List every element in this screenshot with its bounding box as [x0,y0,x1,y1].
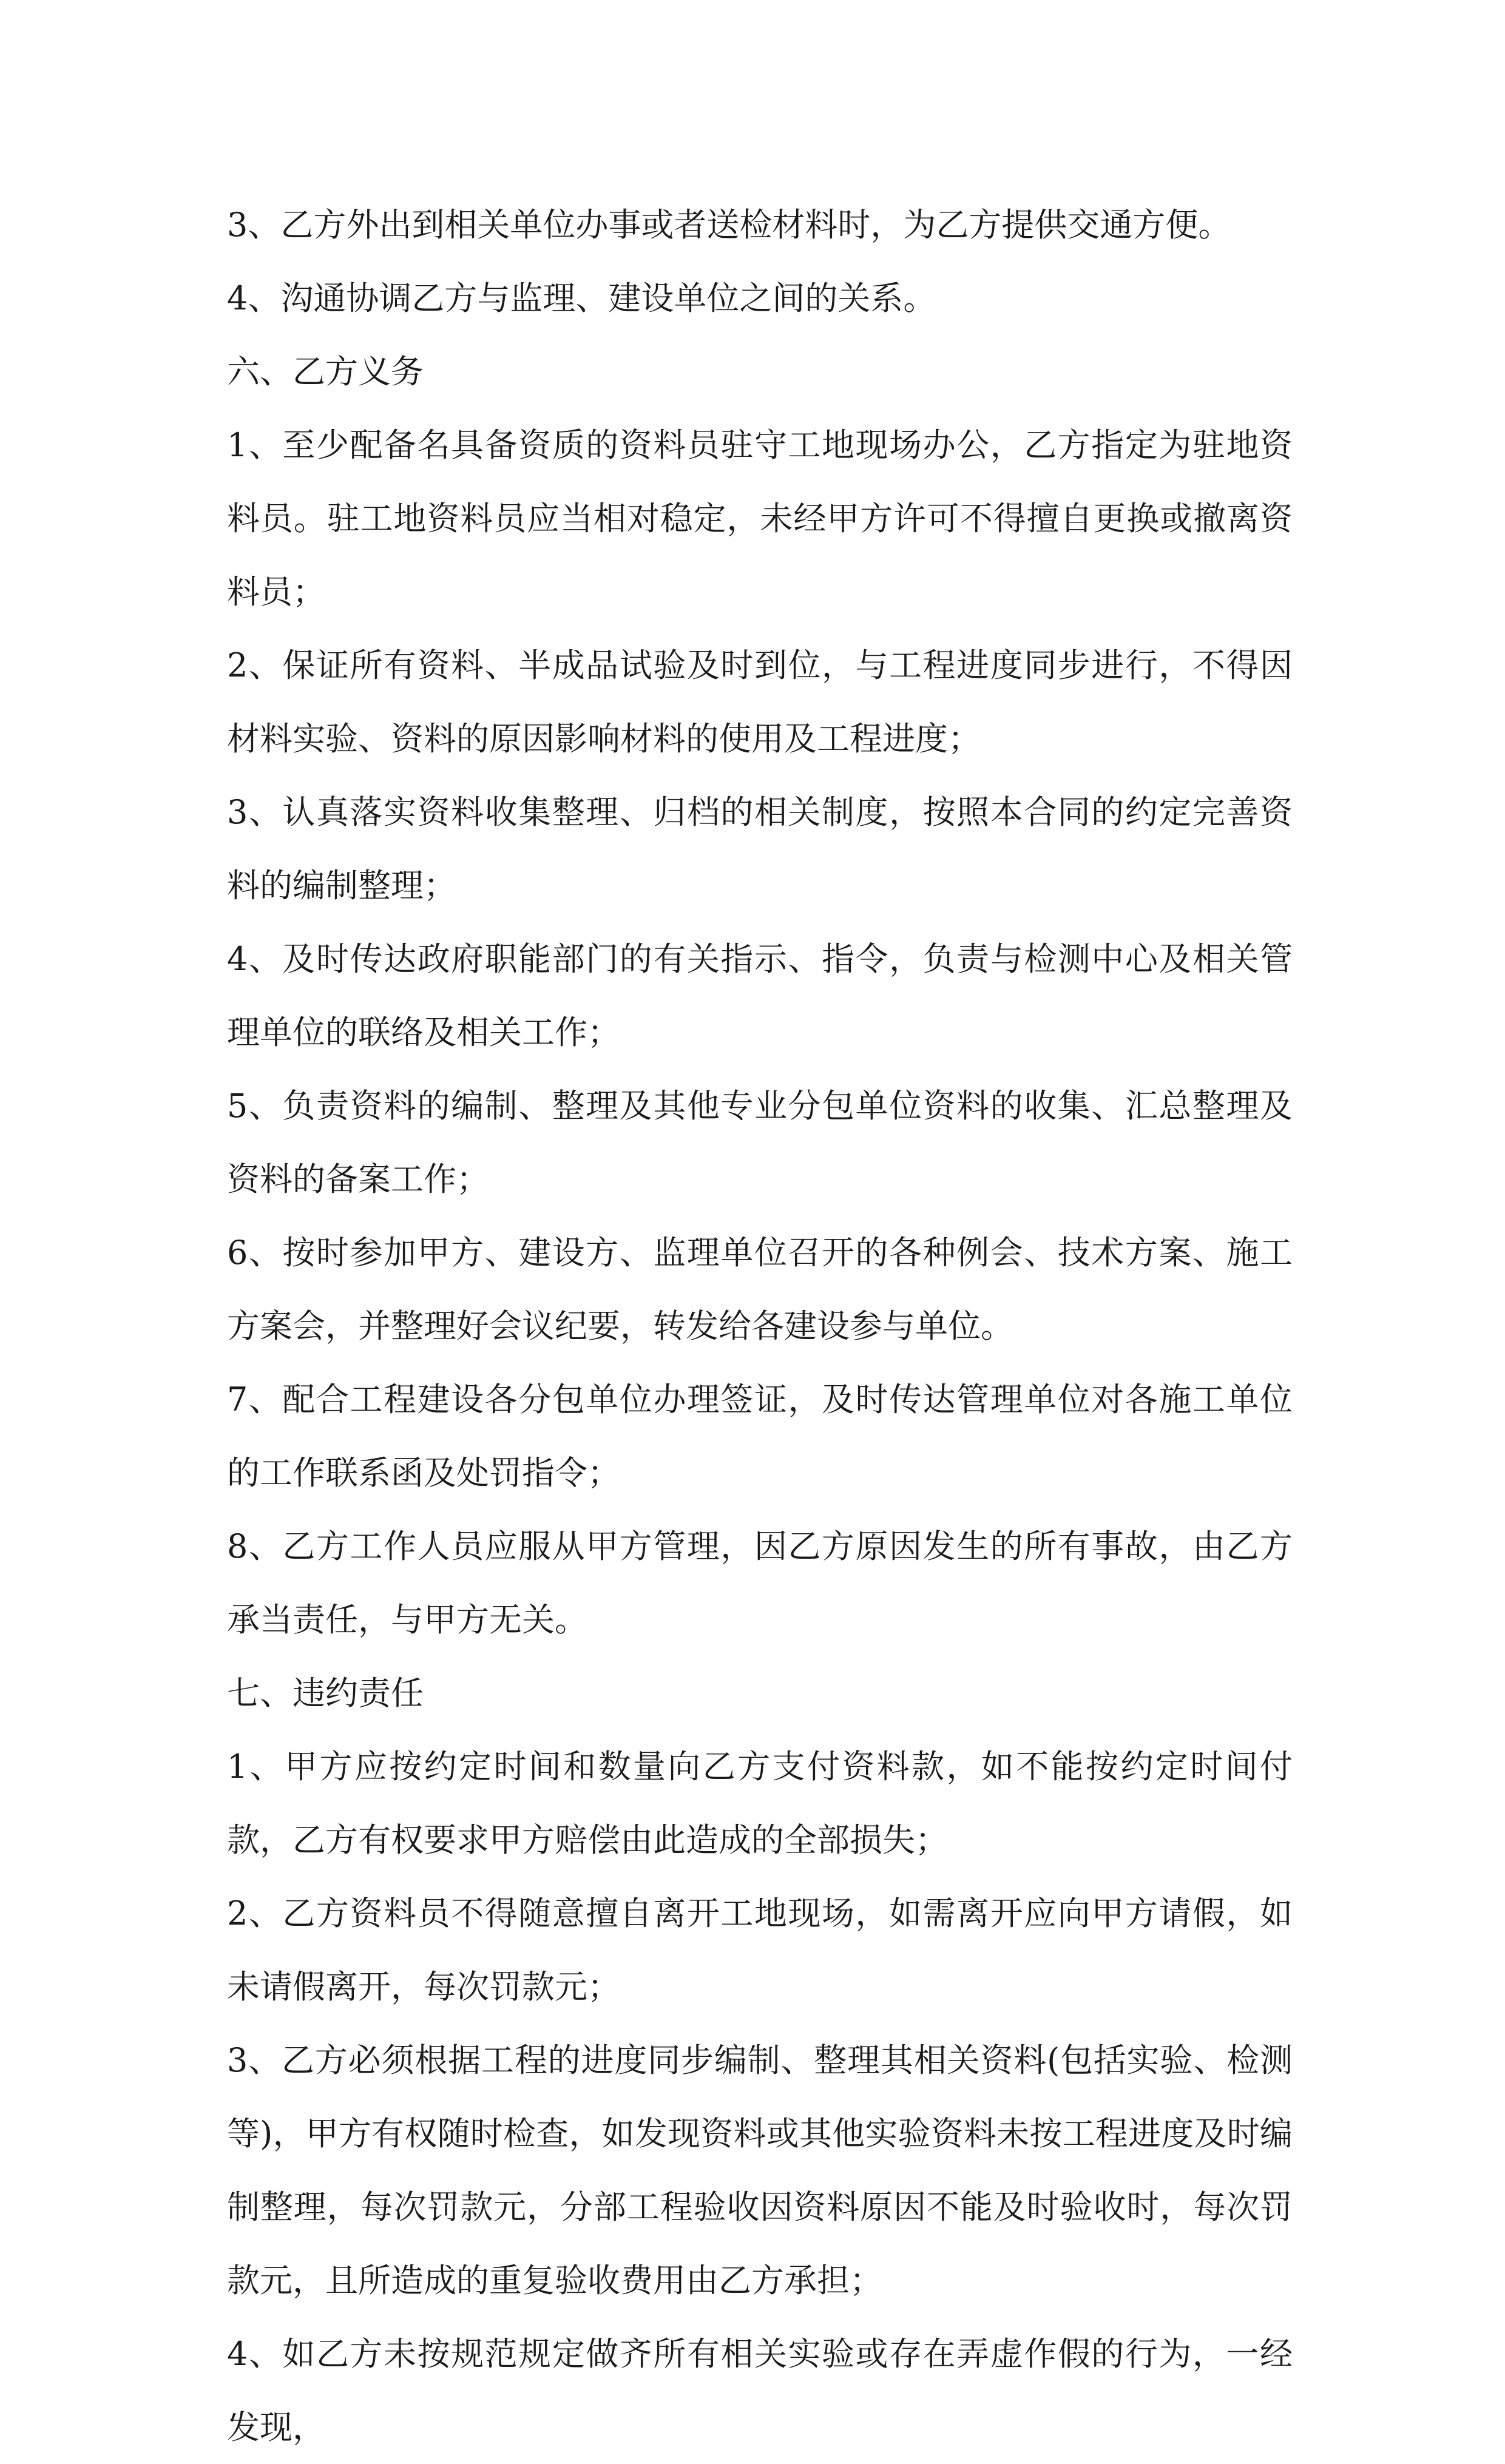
clause-6-item-1: 1、至少配备名具备资质的资料员驻守工地现场办公，乙方指定为驻地资料员。驻工地资料员应当相对稳定，未经甲方许可不得擅自更换或撤离资料员； [227,426,1293,611]
section-heading-liability: 七、违约责任 [227,1674,424,1712]
section-heading-party-b-obligations: 六、乙方义务 [227,353,424,391]
clause-7-item-2: 2、乙方资料员不得随意擅自离开工地现场，如需离开应向甲方请假，如未请假离开，每次罚款元； [227,1894,1293,2006]
clause-6-item-3: 3、认真落实资料收集整理、归档的相关制度，按照本合同的约定完善资料的编制整理； [227,793,1293,905]
clause-6-item-2: 2、保证所有资料、半成品试验及时到位，与工程进度同步进行，不得因材料实验、资料的原因影响材料的使用及工程进度； [227,646,1293,758]
clause-7-item-3: 3、乙方必须根据工程的进度同步编制、整理其相关资料(包括实验、检测等)，甲方有权随时检查，如发现资料或其他实验资料未按工程进度及时编制整理，每次罚款元，分部工程验收因资料原因不能及时验收时，每次罚款元，且所造成的重复验收费用由乙方承担； [227,2041,1293,2300]
clause-6-item-6: 6、按时参加甲方、建设方、监理单位召开的各种例会、技术方案、施工方案会，并整理好会议纪要，转发给各建设参与单位。 [227,1234,1293,1345]
clause-6-item-8: 8、乙方工作人员应服从甲方管理，因乙方原因发生的所有事故，由乙方承当责任，与甲方无关。 [227,1527,1293,1639]
clause-6-item-5: 5、负责资料的编制、整理及其他专业分包单位资料的收集、汇总整理及资料的备案工作； [227,1087,1293,1198]
clause-6-item-7: 7、配合工程建设各分包单位办理签证，及时传达管理单位对各施工单位的工作联系函及处罚指令； [227,1380,1293,1492]
clause-7-item-4: 4、如乙方未按规范规定做齐所有相关实验或存在弄虚作假的行为，一经发现， [227,2335,1293,2446]
clause-6-item-4: 4、及时传达政府职能部门的有关指示、指令，负责与检测中心及相关管理单位的联络及相关工作； [227,940,1293,1051]
clause-5-item-3: 3、乙方外出到相关单位办事或者送检材料时，为乙方提供交通方便。 [227,206,1231,244]
document-body [227,188,1293,2464]
clause-7-item-1: 1、甲方应按约定时间和数量向乙方支付资料款，如不能按约定时间付款，乙方有权要求甲方赔偿由此造成的全部损失； [227,1747,1293,1859]
clause-5-item-4: 4、沟通协调乙方与监理、建设单位之间的关系。 [227,279,936,317]
